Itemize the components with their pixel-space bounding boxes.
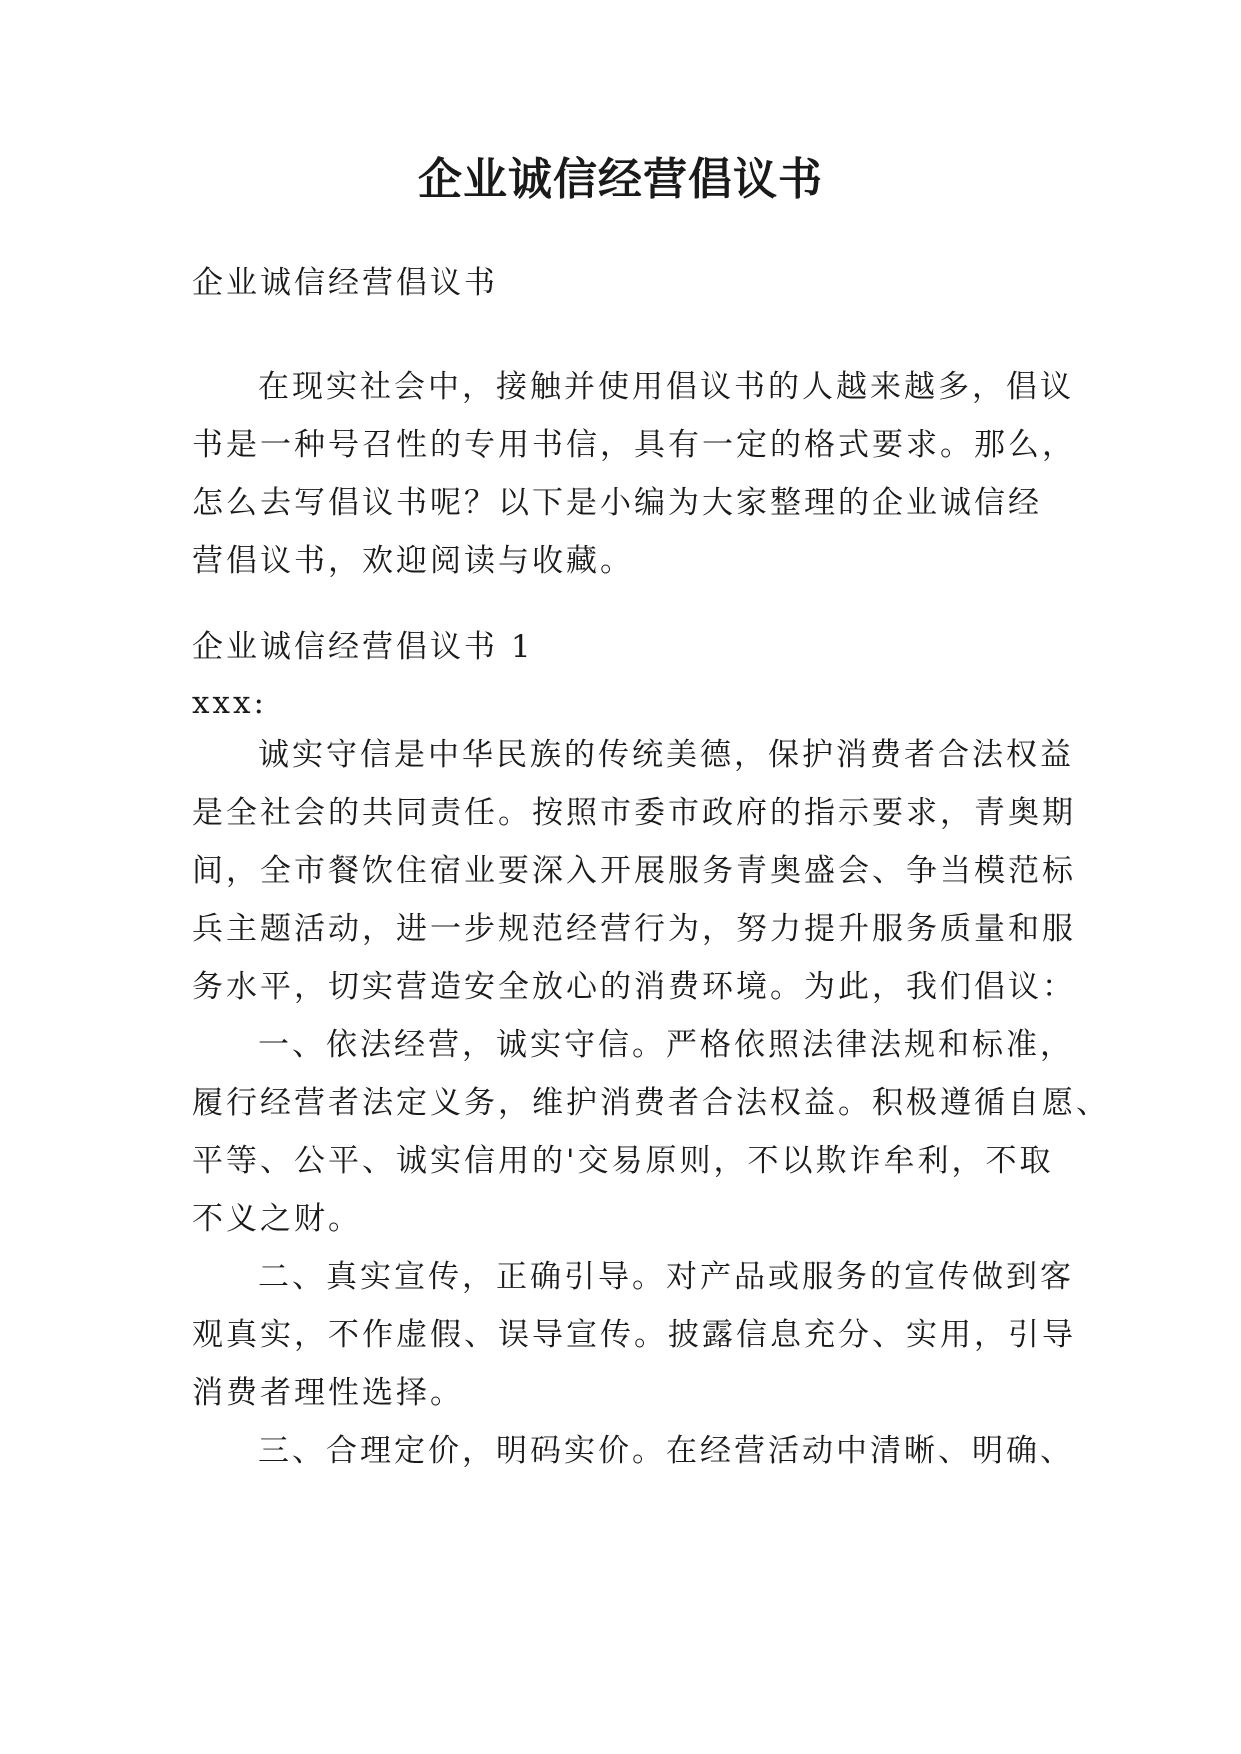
paragraph-line: 怎么去写倡议书呢？以下是小编为大家整理的企业诚信经 bbox=[192, 485, 1042, 521]
paragraph-line: 消费者理性选择。 bbox=[192, 1375, 464, 1411]
document-subtitle: 企业诚信经营倡议书 bbox=[192, 265, 498, 301]
paragraph-line: 履行经营者法定义务，维护消费者合法权益。积极遵循自愿、 bbox=[192, 1085, 1110, 1121]
paragraph-line: 间，全市餐饮住宿业要深入开展服务青奥盛会、争当模范标 bbox=[192, 853, 1076, 889]
paragraph-line: 二、真实宣传，正确引导。对产品或服务的宣传做到客 bbox=[258, 1259, 1074, 1295]
paragraph-line: 观真实，不作虚假、误导宣传。披露信息充分、实用，引导 bbox=[192, 1317, 1076, 1353]
section-heading: 企业诚信经营倡议书 1 bbox=[192, 629, 534, 665]
paragraph-line: 是全社会的共同责任。按照市委市政府的指示要求，青奥期 bbox=[192, 795, 1076, 831]
paragraph-line: 平等、公平、诚实信用的'交易原则，不以欺诈牟利，不取 bbox=[192, 1143, 1054, 1179]
intro-paragraph bbox=[192, 358, 1076, 590]
paragraph-line: 务水平，切实营造安全放心的消费环境。为此，我们倡议： bbox=[192, 969, 1076, 1005]
paragraph-line: 在现实社会中，接触并使用倡议书的人越来越多，倡议 bbox=[258, 369, 1074, 405]
paragraph-line: 诚实守信是中华民族的传统美德，保护消费者合法权益 bbox=[258, 737, 1074, 773]
paragraph-line: 书是一种号召性的专用书信，具有一定的格式要求。那么， bbox=[192, 427, 1076, 463]
body-paragraphs bbox=[192, 726, 1110, 1480]
salutation: xxx: bbox=[192, 685, 267, 721]
paragraph-line: 兵主题活动，进一步规范经营行为，努力提升服务质量和服 bbox=[192, 911, 1076, 947]
paragraph-line: 营倡议书，欢迎阅读与收藏。 bbox=[192, 543, 634, 579]
document-title: 企业诚信经营倡议书 bbox=[418, 154, 823, 205]
paragraph-line: 一、依法经营，诚实守信。严格依照法律法规和标准， bbox=[258, 1027, 1074, 1063]
paragraph-line: 不义之财。 bbox=[192, 1201, 362, 1237]
paragraph-line: 三、合理定价，明码实价。在经营活动中清晰、明确、 bbox=[258, 1433, 1074, 1469]
